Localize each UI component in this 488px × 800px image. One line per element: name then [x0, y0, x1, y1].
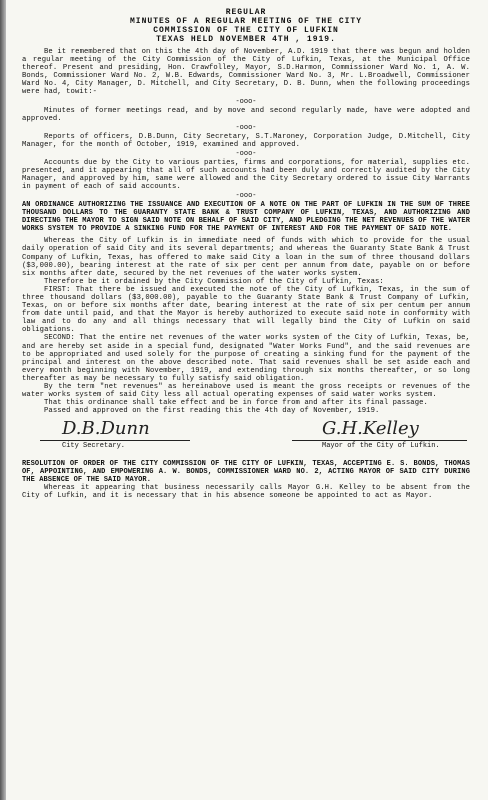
second-section: SECOND: That the entire net revenues of the water works system of the City of Lufkin, Texas, be, and are hereby set aside in a special fund, designated "Water Works Fund", and the said revenues are to be appropriated and used solely for the purpose of creating a sinking fund for the payment of the principal and interest on the above described note. That said revenues shall be set aside each and every month beginning with November, 1919, and extending through six months thereafter, or so long thereafter as may be necessary to fully satisfy said obligation.	[22, 334, 470, 383]
secretary-signature: D.B.Dunn	[62, 418, 150, 440]
whereas2-paragraph: Whereas it appearing that business necessarily calls Mayor G.H. Kelley to be absent from the City of Lufkin, and it is necessary that in his absence someone be appointed to act as Mayor.	[22, 484, 470, 501]
minutes-paragraph: Minutes of former meetings read, and by move and second regularly made, have were adopted and approved.	[22, 106, 470, 123]
first-section: FIRST: That there be issued and executed the note of the City of Lufkin, Texas, in the sum of three thousand dollars ($3,000.00), payable to the Guaranty State Bank & Trust Company of Lufkin, Texas, on or before six months after date, bearing interest at the rate of six per centum per annum from date until paid, and that the Mayor is hereby authorized to execute said note in conformity with law and to do any and all things necessary that will legally bind the City of Lufkin on said obligations.	[22, 285, 470, 335]
mayor-label: Mayor of the City of Lufkin.	[322, 442, 440, 451]
resolution-title: RESOLUTION OF ORDER OF THE CITY COMMISSION OF THE CITY OF LUFKIN, TEXAS, ACCEPTING E. S. BONDS, THOMAS OF, APPOINTING, AND EMPOWERING A. W. BONDS, COMMISSIONER WARD NO. 2, ACTING MAYOR OF SAID CITY DURING THE ABSENCE OF THE SAID MAYOR.	[22, 460, 470, 485]
intro-paragraph: Be it remembered that on this the 4th day of November, A.D. 1919 that there was begun and holden a regular meeting of the City Commission of the City of Lufkin, Texas, at the Municipal Office thereof. Present and presiding, Hon. Crawfolley, Mayor, S.D.Harmon, Commissioner Ward No. 1, A. W. Bonds, Commissioner Ward No. 2, W.B. Edwards, Commissioner Ward No. 3, Mr. L.Broadwell, Commissioner Ward No. 4, City Manager, D. Mitchell, and City Secretary, D. B. Dunn, when the following proceedings were had, towit:-	[22, 48, 470, 97]
ordinance-title: AN ORDINANCE AUTHORIZING THE ISSUANCE AND EXECUTION OF A NOTE ON THE PART OF LUFKIN IN THE SUM OF THREE THOUSAND DOLLARS TO THE GUARANTY STATE BANK & TRUST COMPANY OF LUFKIN, TEXAS, AND AUTHORIZING AND DIRECTING THE MAYOR TO SIGN SAID NOTE ON BEHALF OF SAID CITY, AND PLEDGING THE NET REVENUES OF THE WATER WORKS SYSTEM TO PROVIDE A SINKING FUND FOR THE PAYMENT OF INTEREST AND FOR THE PAYMENT OF SAID NOTE.	[22, 201, 470, 234]
whereas-paragraph: Whereas the City of Lufkin is in immediate need of funds with which to provide for the usual daily operation of said City and its several departments; and whereas the Guaranty State Bank & Trust Company of Lufkin, Texas, has offered to make said City a loan in the sum of three thousand dollars ($3,000.00), bearing interest at the rate of six per cent per annum from date, payable on or before six months after date, secured by the net revenues of the water works system.	[22, 237, 470, 278]
header-regular: REGULAR	[225, 8, 267, 17]
fourth-section: That this ordinance shall take effect and be in force from and after its final passage.	[44, 399, 428, 408]
separator: -ooo-	[235, 192, 257, 201]
signature-block	[22, 418, 470, 458]
header-commission: COMMISSION OF THE CITY OF LUFKIN	[153, 26, 339, 35]
reports-paragraph: Reports of officers, D.B.Dunn, City Secretary, S.T.Maroney, Corporation Judge, D.Mitchell, City Manager, for the month of October, 1919, examined and approved.	[22, 132, 470, 149]
secretary-label: City Secretary.	[62, 442, 126, 451]
separator: -ooo-	[235, 149, 257, 158]
separator: -ooo-	[235, 97, 257, 106]
therefore-paragraph: Therefore be it ordained by the City Commission of the City of Lufkin, Texas:	[44, 277, 384, 286]
signature-line	[40, 440, 190, 441]
mayor-signature: G.H.Kelley	[322, 418, 419, 440]
header-minutes: MINUTES OF A REGULAR MEETING OF THE CITY	[129, 17, 363, 26]
passed-paragraph: Passed and approved on the first reading this the 4th day of November, 1919.	[44, 407, 380, 416]
header-date: TEXAS HELD NOVEMBER 4TH , 1919.	[156, 35, 336, 44]
third-section: By the term "net revenues" as hereinabove used is meant the gross receipts or revenues of the water works system of said City less all actual operating expenses of said water works system.	[22, 383, 470, 400]
signature-line	[292, 440, 467, 441]
separator: -ooo-	[235, 123, 257, 132]
accounts-paragraph: Accounts due by the City to various parties, firms and corporations, for material, supplies etc. presented, and it appearing that all of such accounts had been duly and correctly audited by the City Manager, and approved by him, same were allowed and the City Secretary ordered to issue City Warrants in payment of each of said accounts.	[22, 158, 470, 192]
